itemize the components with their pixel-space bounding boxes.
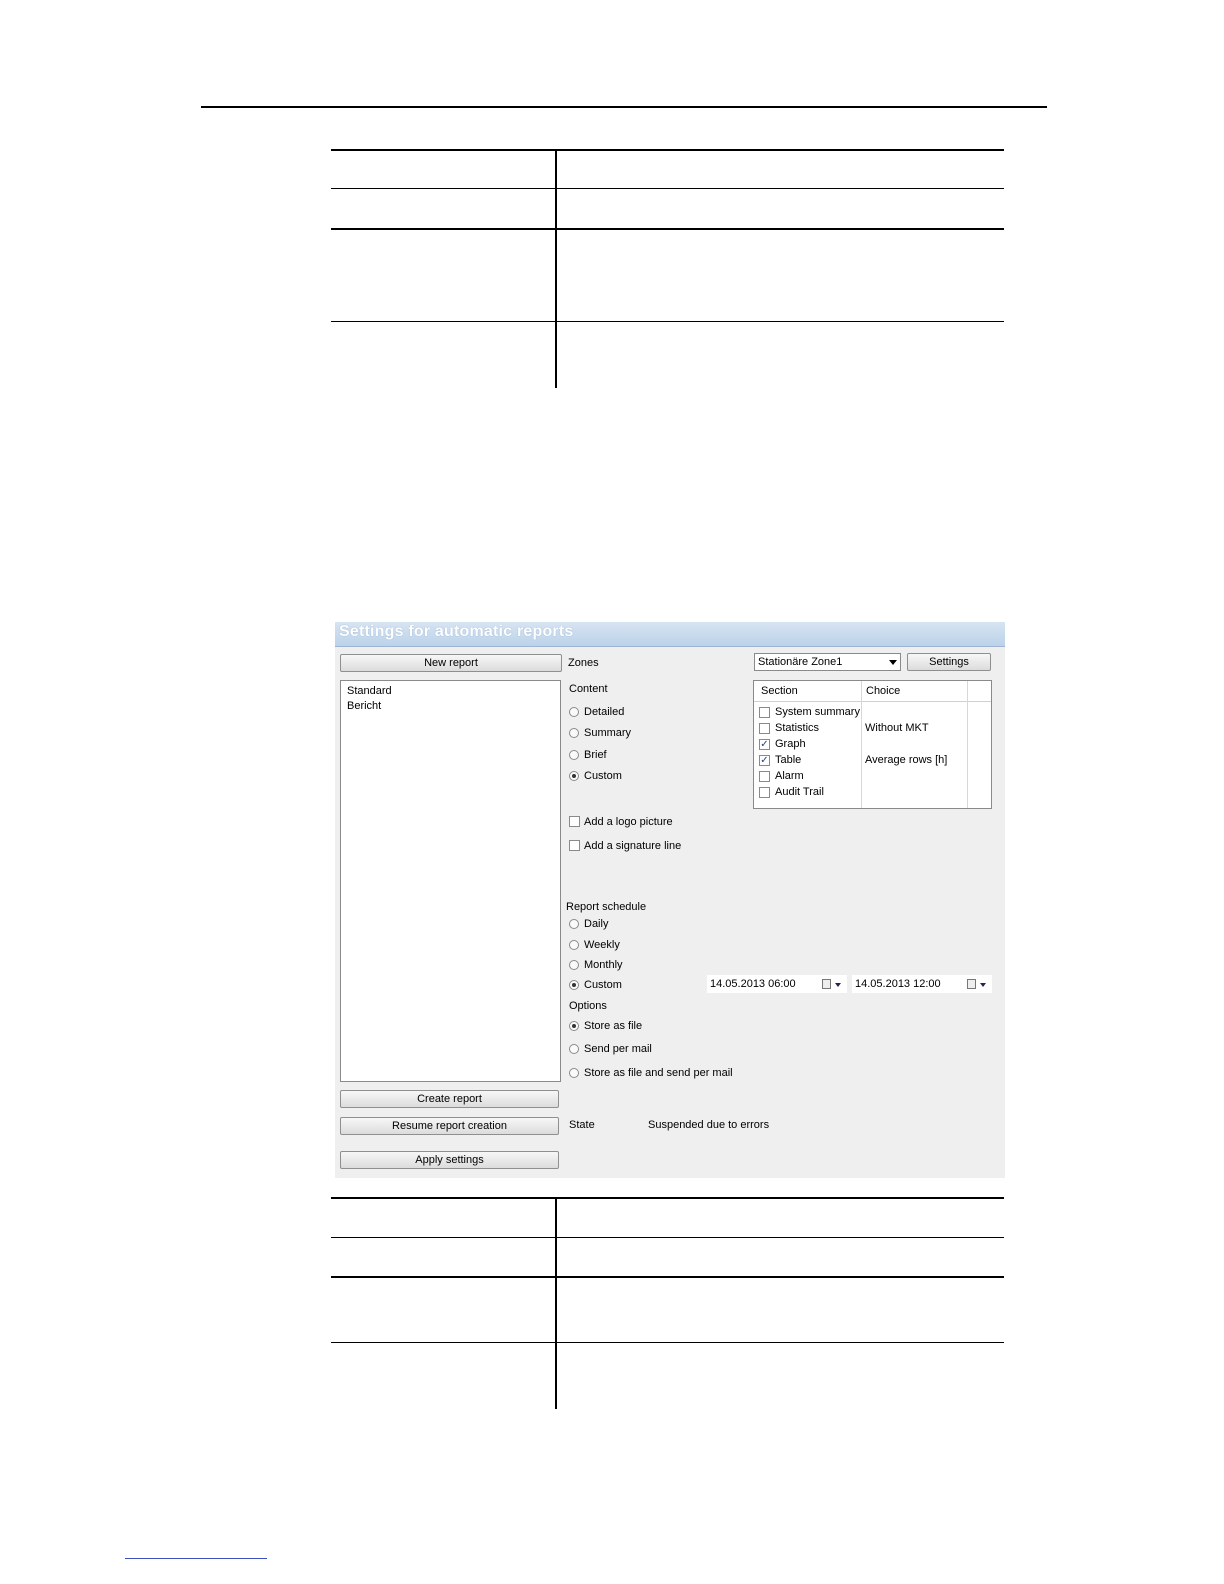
grid-header-section: Section xyxy=(761,685,798,697)
upper-table-rule xyxy=(331,149,1004,151)
table-row[interactable]: Audit Trail xyxy=(754,785,991,801)
schedule-end-input[interactable] xyxy=(852,975,992,993)
radio-button[interactable] xyxy=(569,1068,579,1078)
sections-grid[interactable] xyxy=(753,680,992,809)
report-list[interactable] xyxy=(340,680,561,1082)
checkbox[interactable] xyxy=(569,840,580,851)
page-header-rule xyxy=(201,106,1047,108)
table-row[interactable]: System summary xyxy=(754,705,991,721)
table-row[interactable]: Statistics Without MKT xyxy=(754,721,991,737)
radio-button-selected[interactable] xyxy=(569,1021,579,1031)
upper-table-rule xyxy=(331,321,1004,322)
grid-header xyxy=(754,681,991,702)
table-row[interactable]: ✓ Table Average rows [h] xyxy=(760,754,948,766)
zone-select[interactable] xyxy=(754,653,901,671)
zone-select-value: Stationäre Zone1 xyxy=(758,656,843,668)
upper-table-rule xyxy=(331,228,1004,230)
dialog-titlebar xyxy=(335,622,1005,647)
grid-header-choice: Choice xyxy=(866,685,901,697)
radio-button[interactable] xyxy=(569,750,579,760)
schedule-start-input[interactable] xyxy=(707,975,847,993)
chevron-down-icon[interactable] xyxy=(980,983,986,987)
resume-report-creation-button[interactable]: Resume report creation xyxy=(340,1117,559,1135)
list-item[interactable]: Standard xyxy=(347,685,392,697)
radio-button-selected[interactable] xyxy=(569,980,579,990)
zone-settings-button[interactable]: Settings xyxy=(907,653,991,671)
radio-button[interactable] xyxy=(569,960,579,970)
content-label: Content xyxy=(569,683,608,695)
state-value: Suspended due to errors xyxy=(648,1119,770,1131)
radio-button[interactable] xyxy=(569,1044,579,1054)
calendar-icon[interactable] xyxy=(822,979,831,989)
options-label: Options xyxy=(569,1000,607,1012)
list-item[interactable]: Bericht xyxy=(347,700,382,712)
radio-button[interactable] xyxy=(569,728,579,738)
table-row[interactable]: ✓ Graph xyxy=(760,738,806,750)
radio-button[interactable] xyxy=(569,940,579,950)
section-checkbox-checked[interactable]: ✓ xyxy=(760,739,769,750)
table-row[interactable]: Alarm xyxy=(754,769,991,785)
checkbox[interactable] xyxy=(569,816,580,827)
radio-button[interactable] xyxy=(569,707,579,717)
report-schedule-label: Report schedule xyxy=(566,901,647,913)
radio-button-selected[interactable] xyxy=(569,771,579,781)
section-checkbox[interactable] xyxy=(759,771,770,782)
schedule-start-value: 14.05.2013 06:00 xyxy=(710,978,796,990)
upper-table-divider xyxy=(555,149,557,388)
chevron-down-icon xyxy=(889,660,897,665)
create-report-button[interactable]: Create report xyxy=(340,1090,559,1108)
lower-table-divider xyxy=(555,1197,557,1409)
section-checkbox-checked[interactable]: ✓ xyxy=(760,755,769,766)
schedule-end-value: 14.05.2013 12:00 xyxy=(855,978,941,990)
footer-rule xyxy=(125,1558,267,1559)
upper-table-rule xyxy=(331,188,1004,189)
automatic-reports-dialog: Settings for automatic reports New report Standard Bericht Create report Resume report creation Apply settings Zones Stationäre Zone1 Settings Content Detailed Summary Brief Custom Section Choice System summary Statistics Without MKT ✓ Graph ✓ Table Average rows [h] Alarm Audit Trail Add a logo picture Add a signature line Report schedule Daily Weekly Monthly Custom 14.05.2013 06:00 14.05.2013 12:00 Options Store as file Send per mail Store as file and send per mail State Suspended due to errors xyxy=(335,622,1005,1178)
dialog-title: Settings for automatic reports xyxy=(339,623,574,640)
radio-button[interactable] xyxy=(569,919,579,929)
lower-table-rule xyxy=(331,1197,1004,1199)
chevron-down-icon[interactable] xyxy=(835,983,841,987)
apply-settings-button[interactable]: Apply settings xyxy=(340,1151,559,1169)
section-checkbox[interactable] xyxy=(759,707,770,718)
new-report-button[interactable]: New report xyxy=(340,654,562,672)
zones-label: Zones xyxy=(568,657,599,669)
section-checkbox[interactable] xyxy=(759,723,770,734)
calendar-icon[interactable] xyxy=(967,979,976,989)
lower-table-rule xyxy=(331,1237,1004,1238)
lower-table-rule xyxy=(331,1276,1004,1278)
section-checkbox[interactable] xyxy=(759,787,770,798)
state-label: State xyxy=(569,1119,595,1131)
lower-table-rule xyxy=(331,1342,1004,1343)
